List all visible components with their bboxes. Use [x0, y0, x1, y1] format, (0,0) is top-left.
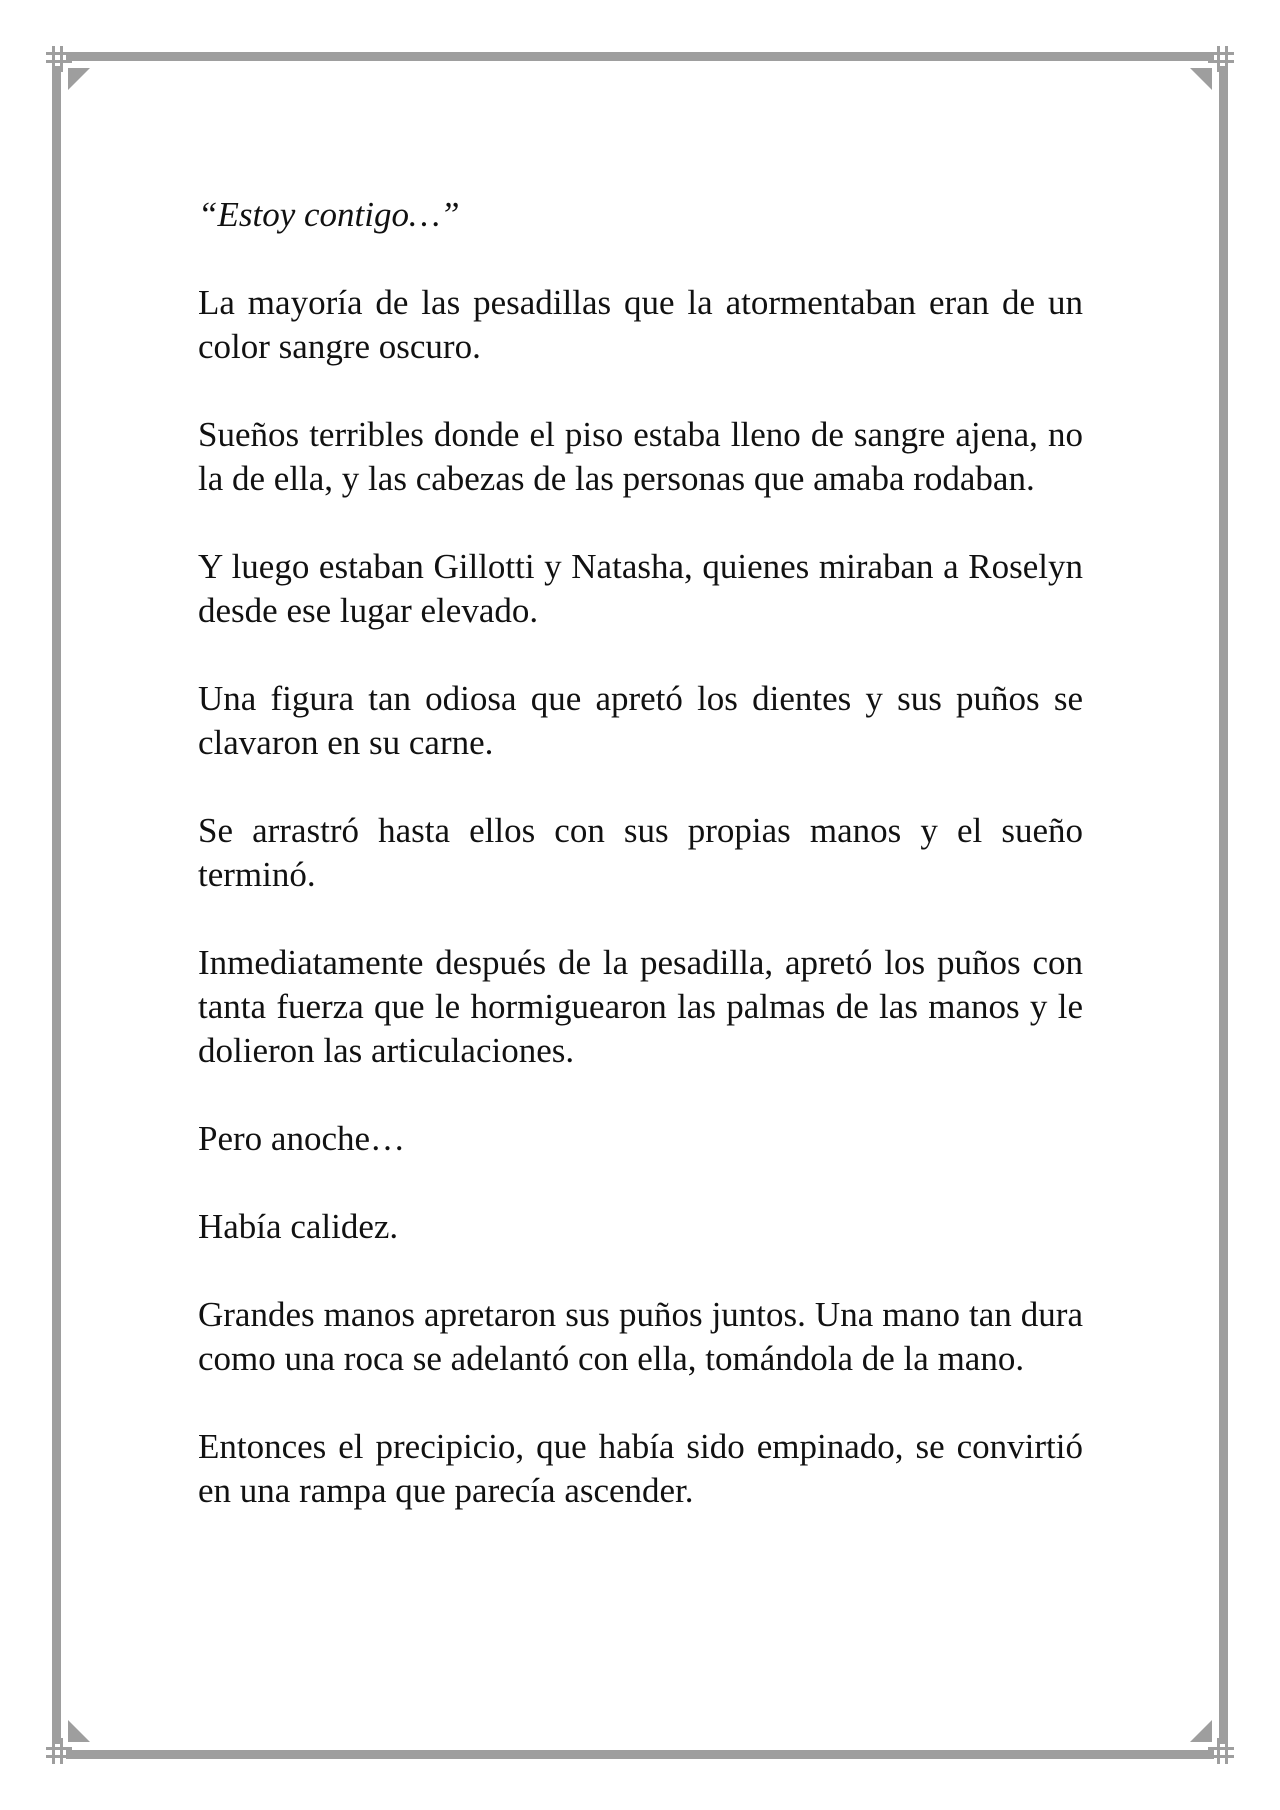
paragraph: Se arrastró hasta ellos con sus propias manos y el sueño terminó. [198, 811, 1083, 894]
frame-left-border [52, 66, 61, 1744]
paragraph: Entonces el precipicio, que había sido empinado, se convirtió en una rampa que parecía ascender. [198, 1427, 1083, 1510]
triangle-corner-icon [68, 68, 90, 90]
frame-top-border [66, 52, 1214, 61]
frame-right-border [1219, 66, 1228, 1744]
paragraph: Grandes manos apretaron sus puños juntos. Una mano tan dura como una roca se adelantó con ella, tomándola de la mano. [198, 1295, 1083, 1378]
paragraph: Había calidez. [198, 1207, 399, 1246]
paragraph: Pero anoche… [198, 1119, 406, 1158]
paragraph: Sueños terribles donde el piso estaba lleno de sangre ajena, no la de ella, y las cabezas de las personas que amaba rodaban. [198, 415, 1083, 498]
paragraph: La mayoría de las pesadillas que la atormentaban eran de un color sangre oscuro. [198, 283, 1083, 366]
story-text [198, 193, 1083, 1557]
frame-bottom-border [66, 1750, 1214, 1759]
paragraph: Una figura tan odiosa que apretó los dientes y sus puños se clavaron en su carne. [198, 679, 1083, 762]
paragraph: Inmediatamente después de la pesadilla, apretó los puños con tanta fuerza que le hormiguearon las palmas de las manos y le dolieron las articulaciones. [198, 943, 1083, 1070]
paragraph: Y luego estaban Gillotti y Natasha, quienes miraban a Roselyn desde ese lugar elevado. [198, 547, 1083, 630]
triangle-corner-icon [1190, 68, 1212, 90]
paragraph: “Estoy contigo…” [198, 195, 460, 234]
triangle-corner-icon [1190, 1720, 1212, 1742]
triangle-corner-icon [68, 1720, 90, 1742]
